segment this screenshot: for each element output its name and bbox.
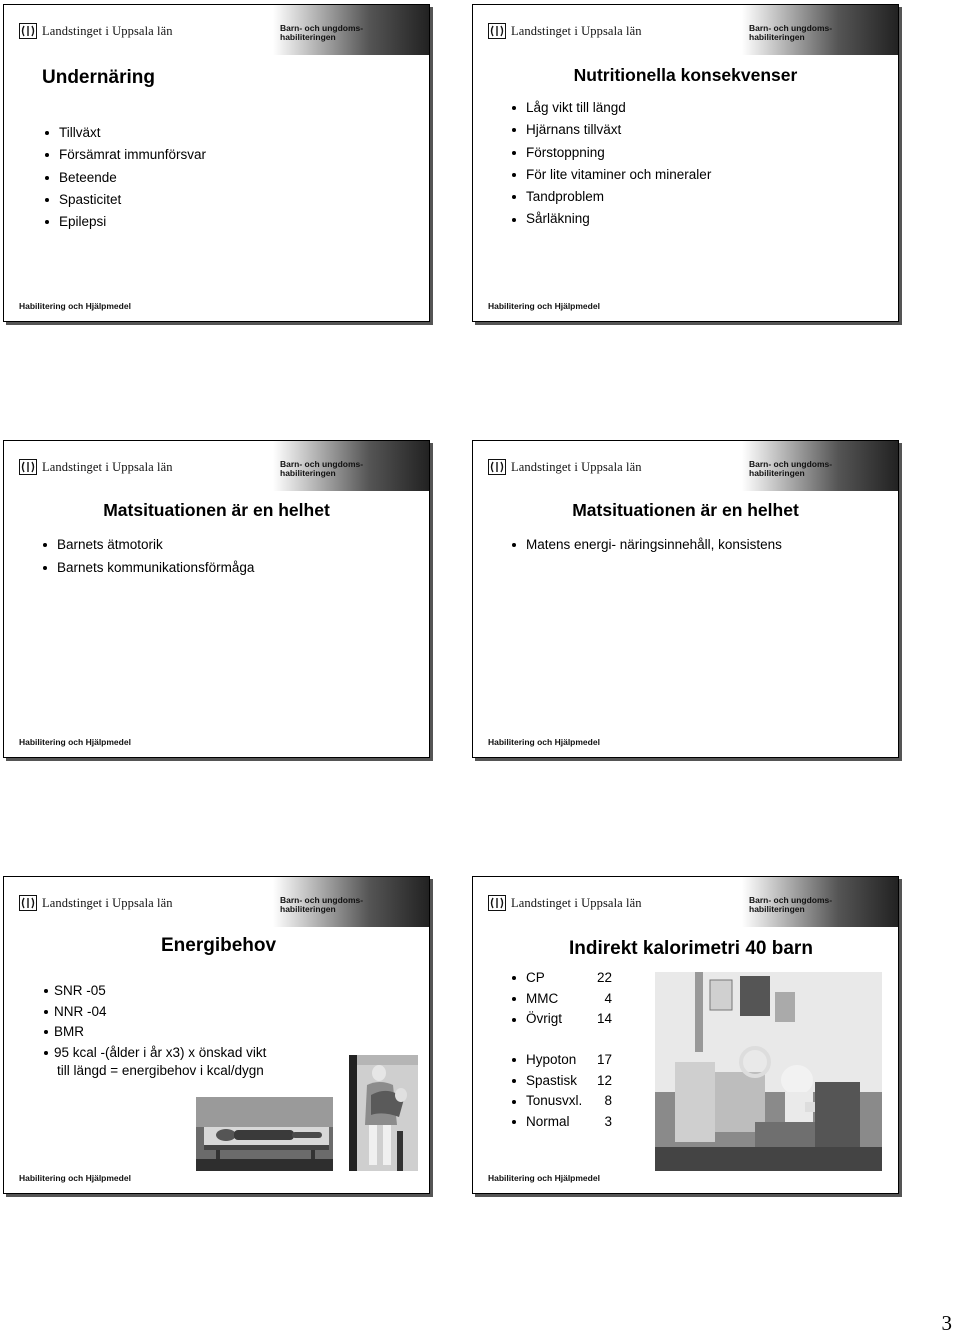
list-item-continuation: till längd = energibehov i kcal/dygn <box>57 1063 264 1078</box>
slide-energibehov <box>3 876 430 1194</box>
group-list-tonus <box>509 1050 612 1133</box>
list-item: CP 22 <box>509 968 612 989</box>
list-item: Tandproblem <box>509 186 711 208</box>
bullet-list <box>44 981 266 1063</box>
slide-header <box>4 441 429 485</box>
county-logo-icon <box>19 895 37 911</box>
slide-title: Matsituationen är en helhet <box>103 500 330 520</box>
slide-nutritionella <box>472 4 899 322</box>
county-logo-icon <box>488 23 506 39</box>
list-item: BMR <box>44 1022 266 1043</box>
county-logo <box>19 23 173 39</box>
list-item: Spastisk 12 <box>509 1071 612 1092</box>
list-item: Spasticitet <box>42 189 206 211</box>
slide-header <box>473 441 898 485</box>
list-item: Epilepsi <box>42 211 206 233</box>
group-list-diagnosis <box>509 968 612 1030</box>
slide-title: Energibehov <box>161 935 277 956</box>
list-item: Hjärnans tillväxt <box>509 119 711 141</box>
bullet-list <box>509 533 782 556</box>
unit-label: Barn- och ungdoms- habiliteringen <box>280 895 364 914</box>
slide-header <box>4 877 429 921</box>
slide-footer: Habilitering och Hjälpmedel <box>488 737 600 747</box>
calorimetry-photo <box>655 972 882 1171</box>
slide-title: Indirekt kalorimetri 40 barn <box>569 938 813 959</box>
slide-footer: Habilitering och Hjälpmedel <box>488 1173 600 1183</box>
unit-label: Barn- och ungdoms- habiliteringen <box>280 23 364 42</box>
treatment-table-photo <box>196 1097 333 1171</box>
logo-text: Landstinget i Uppsala län <box>511 459 642 474</box>
list-item: Låg vikt till längd <box>509 97 711 119</box>
county-logo-icon <box>19 459 37 475</box>
slide-header <box>4 5 429 49</box>
list-item: Övrigt 14 <box>509 1009 612 1030</box>
logo-text: Landstinget i Uppsala län <box>42 895 173 910</box>
list-item: För lite vitaminer och mineraler <box>509 164 711 186</box>
county-logo-icon <box>488 895 506 911</box>
logo-text: Landstinget i Uppsala län <box>42 23 173 38</box>
bullet-list <box>42 122 206 233</box>
county-logo-icon <box>488 459 506 475</box>
page-number: 3 <box>941 1311 952 1335</box>
logo-text: Landstinget i Uppsala län <box>511 895 642 910</box>
county-logo <box>488 459 642 475</box>
slide-indirekt-kalorimetri <box>472 876 899 1194</box>
list-item: MMC 4 <box>509 989 612 1010</box>
slide-header <box>473 5 898 49</box>
list-item: Förstoppning <box>509 142 711 164</box>
bullet-list <box>509 97 711 231</box>
unit-label: Barn- och ungdoms- habiliteringen <box>280 459 364 478</box>
list-item: Sårläkning <box>509 208 711 230</box>
slide-matsituationen-2 <box>472 440 899 758</box>
logo-text: Landstinget i Uppsala län <box>42 459 173 474</box>
logo-text: Landstinget i Uppsala län <box>511 23 642 38</box>
slide-title: Nutritionella konsekvenser <box>573 65 798 85</box>
county-logo <box>19 459 173 475</box>
bullet-list <box>40 533 254 579</box>
list-item: Försämrat immunförsvar <box>42 144 206 166</box>
county-logo <box>488 895 642 911</box>
carrying-child-image <box>349 1055 418 1171</box>
list-item: Normal 3 <box>509 1112 612 1133</box>
list-item: Beteende <box>42 167 206 189</box>
calorimetry-image <box>655 972 882 1171</box>
treatment-table-image <box>196 1097 333 1171</box>
list-item: SNR -05 <box>44 981 266 1002</box>
carrying-child-photo <box>349 1055 418 1171</box>
list-item: Tonusvxl. 8 <box>509 1091 612 1112</box>
unit-label: Barn- och ungdoms- habiliteringen <box>749 23 833 42</box>
slide-undernaring <box>3 4 430 322</box>
list-item: Barnets ätmotorik <box>40 533 254 556</box>
unit-label: Barn- och ungdoms- habiliteringen <box>749 895 833 914</box>
list-item: NNR -04 <box>44 1002 266 1023</box>
county-logo <box>488 23 642 39</box>
unit-label: Barn- och ungdoms- habiliteringen <box>749 459 833 478</box>
slide-matsituationen-1 <box>3 440 430 758</box>
county-logo <box>19 895 173 911</box>
slide-footer: Habilitering och Hjälpmedel <box>488 301 600 311</box>
list-item: Tillväxt <box>42 122 206 144</box>
list-item: Matens energi- näringsinnehåll, konsistens <box>509 533 782 556</box>
list-item: Hypoton 17 <box>509 1050 612 1071</box>
slide-header <box>473 877 898 921</box>
slide-title: Undernäring <box>42 67 155 88</box>
slide-footer: Habilitering och Hjälpmedel <box>19 1173 131 1183</box>
list-item: Barnets kommunikationsförmåga <box>40 556 254 579</box>
slide-title: Matsituationen är en helhet <box>572 500 799 520</box>
county-logo-icon <box>19 23 37 39</box>
slide-footer: Habilitering och Hjälpmedel <box>19 301 131 311</box>
list-item: 95 kcal -(ålder i år x3) x önskad vikt <box>44 1043 266 1064</box>
slide-footer: Habilitering och Hjälpmedel <box>19 737 131 747</box>
